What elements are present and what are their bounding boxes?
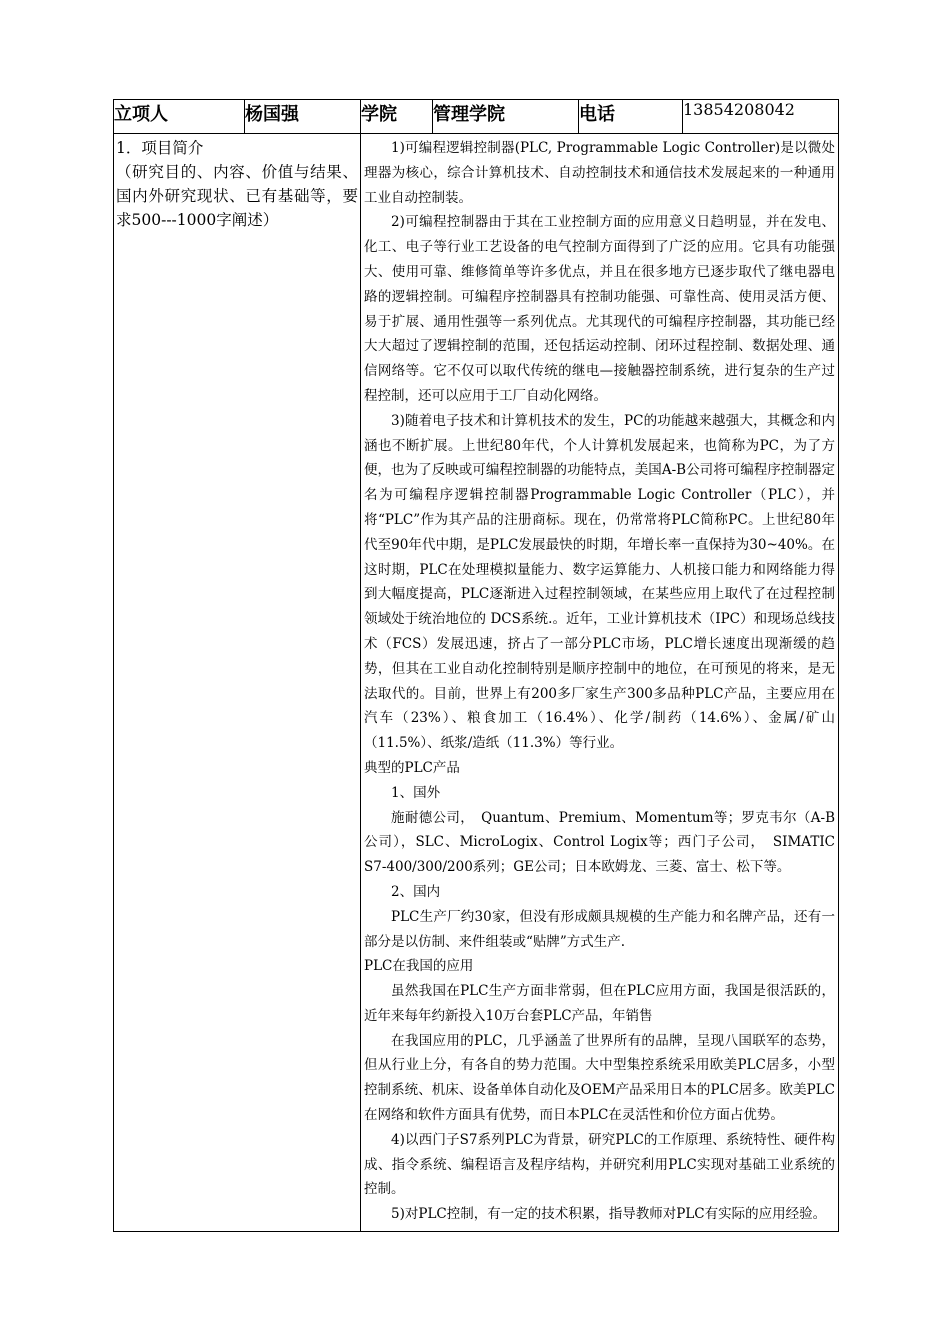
proposer-name: 杨国强	[245, 100, 361, 134]
phone-number: 13854208042	[683, 100, 839, 134]
body-paragraph: 4)以西门子S7系列PLC为背景，研究PLC的工作原理、系统特性、硬件构成、指令系统、编程语言及程序结构，并研究利用PLC实现对基础工业系统的控制。	[364, 1131, 835, 1198]
body-paragraph: 施耐德公司， Quantum、Premium、Momentum等；罗克韦尔（A-B公司），SLC、MicroLogix、Control Logix等；西门子公司， SIMATIC S7-400/300/200系列；GE公司；日本欧姆龙、三菱、富士、松下等。	[364, 809, 835, 876]
content-row	[114, 134, 839, 1232]
body-paragraph: 1)可编程逻辑控制器(PLC, Programmable Logic Controller)是以微处理器为核心，综合计算机技术、自动控制技术和通信技术发展起来的一种通用工业自动控制装。	[364, 140, 835, 206]
college-label: 学院	[361, 100, 433, 134]
phone-label: 电话	[579, 100, 683, 134]
header-row	[114, 100, 839, 134]
body-paragraph: 2)可编程控制器由于其在工业控制方面的应用意义日趋明显，并在发电、化工、电子等行业工艺设备的电气控制方面得到了广泛的应用。它具有功能强大、使用可靠、维修简单等许多优点，并且在很多地方已逐步取代了继电器电路的逻辑控制。可编程序控制器具有控制功能强、可靠性高、使用灵活方便、易于扩展、通用性强等一系列优点。尤其现代的可编程序控制器，其功能已经大大超过了逻辑控制的范围，还包括运动控制、闭环过程控制、数据处理、通信网络等。它不仅可以取代传统的继电—接触器控制系统，进行复杂的生产过程控制，还可以应用于工厂自动化网络。	[364, 214, 835, 404]
body-paragraph: PLC生产厂约30家，但没有形成颇具规模的生产能力和名牌产品，还有一部分是以仿制、来件组装或“贴牌”方式生产.	[364, 908, 835, 950]
section-note: （研究目的、内容、价值与结果、国内外研究现状、已有基础等，要求500---1000字阐述）	[116, 163, 358, 229]
body-paragraph: 2、国内	[391, 883, 441, 900]
body-paragraph: 虽然我国在PLC生产方面非常弱，但在PLC应用方面，我国是很活跃的，近年来每年约新投入10万台套PLC产品，年销售	[364, 983, 835, 1024]
body-text	[364, 136, 835, 1227]
project-form-table	[113, 99, 839, 1232]
body-paragraph: 5)对PLC控制，有一定的技术积累，指导教师对PLC有实际的应用经验。	[391, 1206, 827, 1223]
section-body-cell	[361, 134, 839, 1232]
college-name: 管理学院	[433, 100, 579, 134]
proposer-label: 立项人	[114, 100, 245, 134]
body-paragraph: 在我国应用的PLC，几乎涵盖了世界所有的品牌，呈现八国联军的态势，但从行业上分，有各自的势力范围。大中型集控系统采用欧美PLC居多，小型控制系统、机床、设备单体自动化及OEM产品采用日本的PLC居多。欧美PLC在网络和软件方面具有优势，而日本PLC在灵活性和价位方面占优势。	[364, 1032, 835, 1124]
section-label-cell	[114, 134, 361, 1232]
section-title: 1．项目简介	[116, 139, 204, 157]
body-paragraph: 3)随着电子技术和计算机技术的发生，PC的功能越来越强大，其概念和内涵也不断扩展。上世纪80年代，个人计算机发展起来，也简称为PC，为了方便，也为了反映或可编程控制器的功能特点，美国A-B公司将可编程序控制器定名为可编程序逻辑控制器Programmable Logic Controller（PLC），并将“PLC”作为其产品的注册商标。现在，仍常常将PLC简称PC。上世纪80年代至90年代中期，是PLC发展最快的时期，年增长率一直保持为30~40%。在这时期，PLC在处理模拟量能力、数字运算能力、人机接口能力和网络能力得到大幅度提高，PLC逐渐进入过程控制领域，在某些应用上取代了在过程控制领域处于统治地位的 DCS系统.。近年，工业计算机技术（IPC）和现场总线技术（FCS）发展迅速，挤占了一部分PLC市场，PLC增长速度出现渐缓的趋势，但其在工业自动化控制特别是顺序控制中的地位，在可预见的将来，是无法取代的。目前，世界上有200多厂家生产300多品种PLC产品，主要应用在汽车（23%）、粮食加工（16.4%）、化学/制药（14.6%）、金属/矿山（11.5%）、纸浆/造纸（11.3%）等行业。	[364, 412, 835, 752]
body-paragraph: 1、国外	[391, 784, 441, 801]
body-paragraph: PLC在我国的应用	[364, 958, 474, 975]
body-paragraph: 典型的PLC产品	[364, 759, 460, 776]
